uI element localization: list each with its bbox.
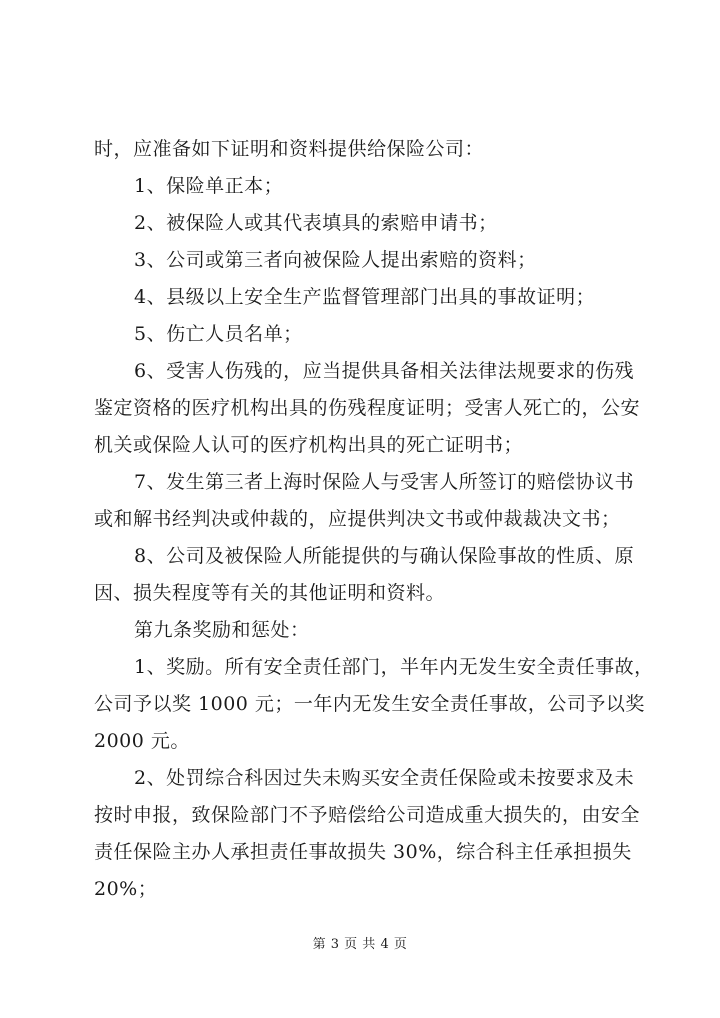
section-heading: 第九条奖励和惩处：	[134, 619, 310, 641]
list-item-6: 6、受害人伤残的，应当提供具备相关法律法规要求的伤残	[134, 360, 635, 382]
list-item-7: 7、发生第三者上海时保险人与受害人所签订的赔偿协议书	[134, 471, 635, 493]
list-item-3: 3、公司或第三者向被保险人提出索赔的资料；	[134, 249, 537, 271]
reward-item: 1、奖励。所有安全责任部门，半年内无发生安全责任事故，	[134, 656, 654, 678]
list-item-8-continued: 因、损失程度等有关的其他证明和资料。	[94, 582, 446, 604]
penalty-item: 2、处罚综合科因过失未购买安全责任保险或未按要求及未	[134, 767, 635, 789]
list-item-5: 5、伤亡人员名单；	[134, 323, 303, 345]
penalty-item-continued: 责任保险主办人承担责任事故损失 30%，综合科主任承担损失	[94, 841, 632, 863]
penalty-item-continued: 20%；	[94, 878, 158, 900]
paragraph-line: 时，应准备如下证明和资料提供给保险公司：	[94, 138, 485, 160]
page-number-footer: 第 3 页 共 4 页	[312, 937, 408, 952]
list-item-8: 8、公司及被保险人所能提供的与确认保险事故的性质、原	[134, 545, 635, 567]
penalty-item-continued: 按时申报，致保险部门不予赔偿给公司造成重大损失的，由安全	[94, 804, 641, 826]
list-item-6-continued: 机关或保险人认可的医疗机构出具的死亡证明书；	[94, 434, 524, 456]
list-item-2: 2、被保险人或其代表填具的索赔申请书；	[134, 212, 498, 234]
reward-item-continued: 公司予以奖 1000 元；一年内无发生安全责任事故，公司予以奖	[94, 693, 645, 715]
list-item-4: 4、县级以上安全生产监督管理部门出具的事故证明；	[134, 286, 596, 308]
list-item-7-continued: 或和解书经判决或仲裁的，应提供判决文书或仲裁裁决文书；	[94, 508, 621, 530]
list-item-6-continued: 鉴定资格的医疗机构出具的伤残程度证明；受害人死亡的，公安	[94, 397, 641, 419]
list-item-1: 1、保险单正本；	[134, 175, 284, 197]
reward-item-continued: 2000 元。	[94, 730, 190, 752]
